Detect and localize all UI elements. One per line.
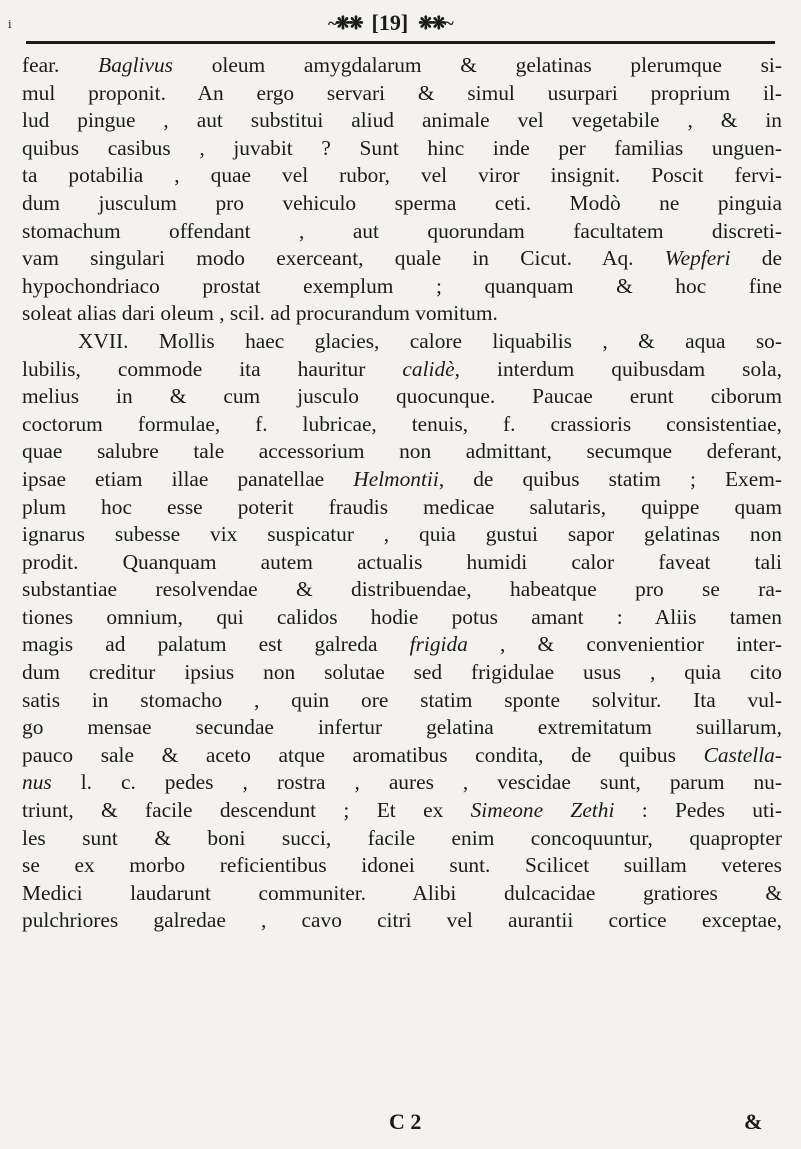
- text-run: , & convenientior inter-: [467, 632, 782, 657]
- italic-run: Baglivus: [98, 53, 173, 77]
- text-line: [22, 604, 782, 632]
- italic-run: Simeone Zethi: [470, 798, 615, 823]
- text-line: [22, 687, 782, 715]
- text-run: hypochondriaco prostat exemplum ; quanquam & hoc fine: [22, 273, 782, 298]
- text-line: [22, 356, 782, 384]
- ornament-left: ~❋❋: [328, 12, 362, 33]
- page-footer: [0, 1109, 801, 1137]
- text-run: XVII. Mollis haec glacies, calore liquabilis , & aqua so-: [78, 328, 782, 353]
- text-line: [22, 52, 782, 80]
- text-line: [22, 742, 782, 770]
- text-line: [22, 328, 782, 356]
- signature-mark: C 2: [389, 1109, 422, 1134]
- text-run: mul proponit. An ergo servari & simul usurpari proprium il-: [22, 80, 782, 105]
- text-run: lubilis, commode ita hauritur: [22, 356, 403, 381]
- text-line: [22, 852, 782, 880]
- text-run: ipsae etiam illae panatellae: [22, 466, 354, 491]
- text-run: go mensae secundae infertur gelatina extremitatum suillarum,: [22, 715, 782, 740]
- italic-run: nus: [22, 770, 52, 795]
- text-run: quibus casibus , juvabit ? Sunt hinc inde per familias unguen-: [22, 135, 782, 160]
- ornament-right: ❋❋~: [418, 12, 452, 33]
- text-run: magis ad palatum est galreda: [22, 632, 410, 657]
- text-line: [22, 631, 782, 659]
- running-head: [0, 8, 801, 42]
- text-line: [22, 107, 782, 135]
- body-text: [22, 52, 782, 935]
- text-line: [22, 659, 782, 687]
- text-run: : Pedes uti-: [614, 798, 782, 823]
- text-run: satis in stomacho , quin ore statim sponte solvitur. Ita vul-: [22, 687, 782, 712]
- text-line: [22, 438, 782, 466]
- text-run: pauco sale & aceto atque aromatibus condita, de quibus: [22, 742, 704, 767]
- italic-run: frigida: [409, 632, 468, 657]
- text-line: [22, 880, 782, 908]
- page-number: [19]: [371, 10, 409, 35]
- text-run: dum jusculum pro vehiculo sperma ceti. Modò ne pinguia: [22, 190, 782, 215]
- text-run: de: [730, 246, 782, 271]
- text-line: [22, 576, 782, 604]
- text-line: [22, 494, 782, 522]
- text-run: coctorum formulae, f. lubricae, tenuis, f. crassioris consistentiae,: [22, 411, 782, 436]
- text-run: dum creditur ipsius non solutae sed frigidulae usus , quia cito: [22, 660, 782, 685]
- text-run: stomachum offendant , aut quorundam facultatem discreti-: [22, 218, 782, 243]
- text-run: melius in & cum jusculo quocunque. Paucae erunt ciborum: [22, 384, 782, 409]
- text-run: , interdum quibusdam sola,: [454, 356, 782, 381]
- text-line: [22, 825, 782, 853]
- text-run: ta potabilia , quae vel rubor, vel viror insignit. Poscit fervi-: [22, 163, 782, 188]
- text-run: vam singulari modo exerceant, quale in Cicut. Aq.: [22, 246, 665, 271]
- text-run: prodit. Quanquam autem actualis humidi calor faveat tali: [22, 549, 782, 574]
- text-run: oleum amygdalarum & gelatinas plerumque si-: [173, 53, 782, 77]
- italic-run: calidè: [402, 356, 455, 381]
- italic-run: Wepferi: [664, 246, 731, 271]
- text-run: plum hoc esse poterit fraudis medicae salutaris, quippe quam: [22, 494, 782, 519]
- left-margin-mark: i: [8, 18, 12, 31]
- text-line: [22, 273, 782, 301]
- text-run: , de quibus statim ; Exem-: [438, 466, 782, 491]
- text-line: [22, 162, 782, 190]
- text-line: [22, 549, 782, 577]
- catchword: &: [744, 1109, 763, 1134]
- text-line: [22, 714, 782, 742]
- text-line: [22, 245, 782, 273]
- text-line: [22, 80, 782, 108]
- text-line: [22, 190, 782, 218]
- text-line: [22, 907, 782, 935]
- text-line: [22, 300, 782, 328]
- text-run: soleat alias dari oleum , scil. ad procurandum vomitum.: [22, 301, 498, 326]
- text-run: les sunt & boni succi, facile enim concoquuntur, quapropter: [22, 825, 782, 850]
- italic-run: Castella-: [703, 742, 782, 767]
- text-run: se ex morbo reficientibus idonei sunt. Scilicet suillam veteres: [22, 853, 782, 878]
- text-line: [22, 383, 782, 411]
- text-run: quae salubre tale accessorium non admittant, secumque deferant,: [22, 439, 782, 464]
- text-run: Medici laudarunt communiter. Alibi dulcacidae gratiores &: [22, 880, 782, 905]
- text-line: [22, 466, 782, 494]
- text-run: substantiae resolvendae & distribuendae, habeatque pro se ra-: [22, 577, 782, 602]
- text-run: lud pingue , aut substitui aliud animale vel vegetabile , & in: [22, 108, 782, 133]
- text-run: triunt, & facile descendunt ; Et ex: [22, 798, 471, 823]
- text-run: ignarus subesse vix suspicatur , quia gustui sapor gelatinas non: [22, 522, 782, 547]
- header-rule: [26, 41, 775, 44]
- text-line: [22, 769, 782, 797]
- italic-run: Helmontii: [353, 466, 439, 491]
- text-run: l. c. pedes , rostra , aures , vescidae sunt, parum nu-: [51, 770, 782, 795]
- text-run: pulchriores galredae , cavo citri vel aurantii cortice exceptae,: [22, 908, 782, 933]
- text-line: [22, 218, 782, 246]
- text-line: [22, 797, 782, 825]
- text-line: [22, 411, 782, 439]
- text-run: tiones omnium, qui calidos hodie potus amant : Aliis tamen: [22, 604, 782, 629]
- text-run: fear.: [22, 53, 99, 77]
- text-line: [22, 521, 782, 549]
- text-line: [22, 135, 782, 163]
